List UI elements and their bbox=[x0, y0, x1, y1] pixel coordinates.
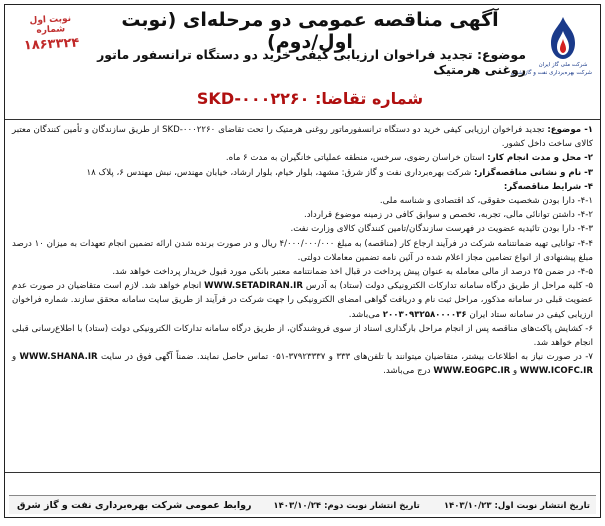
nigc-flame-icon bbox=[543, 15, 583, 61]
publication-dates bbox=[249, 501, 590, 511]
section-label: ۳- نام و نشانی مناقصه‌گزار: bbox=[473, 167, 593, 178]
company-logo bbox=[510, 15, 592, 77]
condition-item: ۴-۳- دارا بودن تائیدیه عضویت در فهرست سازندگان/تامین کنندگان کالای وزارت نفت. bbox=[290, 224, 593, 235]
public-relations: روابط عمومی شرکت بهره‌برداری نفت و گاز شرق bbox=[17, 500, 252, 511]
notice-title: آگهی مناقصه عمومی دو مرحله‌ای (نوبت اول/دوم) bbox=[121, 9, 499, 53]
section-conditions bbox=[12, 180, 593, 194]
section-label: ۴- شرایط مناقصه‌گر: bbox=[503, 181, 593, 192]
section-text: استان خراسان رضوی، سرخس، منطقه عملیاتی خانگیران به مدت ۶ ماه. bbox=[225, 153, 488, 164]
second-publication-date: تاریخ انتشار نوبت دوم: ۱۴۰۳/۱۰/۲۴ bbox=[273, 501, 420, 511]
notice-header bbox=[5, 5, 600, 117]
section-text: ۵- کلیه مراحل از طریق درگاه سامانه تدارکات الکترونیکی دولت (ستاد) به آدرس bbox=[302, 281, 593, 292]
section-subject bbox=[12, 123, 593, 151]
notice-subject: موضوع: تجدید فراخوان ارزیابی کیفی خرید دو دستگاه ترانسفور ماتور روغنی هرمتیک bbox=[97, 47, 526, 77]
section-text: تجدید فراخوان ارزیابی کیفی خرید دو دستگاه ترانسفورماتور روغنی هرمتیک را تحت تقاضای SKD-۰۰۰۲۲۶۰ از طریق سازندگان و تأمین کنندگان معتبر کالای ساخت داخل کشور. bbox=[12, 125, 593, 150]
condition-item: ۴-۵- در ضمن ۲۵ درصد از مالی معامله به عنوان پیش پرداخت در قبال اخذ ضمانتنامه معتبر بانکی مورد قبول خریدار پرداخت خواهد شد. bbox=[112, 267, 593, 278]
section-text: و bbox=[12, 352, 20, 363]
section-tenderer bbox=[12, 166, 593, 180]
section-text: و bbox=[510, 366, 520, 377]
stamp-line-2: شماره bbox=[36, 24, 66, 36]
setad-link[interactable]: WWW.SETADIRAN.IR bbox=[204, 281, 303, 292]
shana-link[interactable]: WWW.SHANA.IR bbox=[19, 352, 98, 363]
section-text: درج می‌باشد. bbox=[383, 366, 434, 377]
section-location bbox=[12, 151, 593, 165]
section-label: ۱- موضوع: bbox=[547, 125, 594, 135]
logo-caption-2: شرکت بهره‌برداری نفت و گاز شرق bbox=[510, 70, 592, 76]
request-number: شماره تقاضا: SKD-۰۰۰۲۲۶۰ bbox=[196, 89, 424, 108]
section-label: ۲- محل و مدت انجام کار: bbox=[487, 153, 593, 164]
eogpc-link[interactable]: WWW.EOGPC.IR bbox=[433, 366, 511, 377]
stamp-number: ۱۸۶۳۳۲۴ bbox=[23, 35, 80, 54]
section-text: ۷- در صورت نیاز به اطلاعات بیشتر، متقاضیان میتوانند با تلفن‌های ۳۳۳ و ۳۷۹۲۳۳۳۷-۰۵۱ تماس حاصل نمایند. ضمناً آگهی فوق در سایت bbox=[97, 352, 593, 363]
section-text: انجام خواهد شد. لازم است متقاضیان در صورت عدم عضویت قبلی در سامانه مذکور، مراحل ثبت نام و دریافت گواهی امضای الکترونیکی را جهت شرکت در فرآیند از طریق سایت سامانه محقق سازند. شماره فراخوان ارزیابی کیفی در سامانه ستاد ایران bbox=[12, 281, 593, 320]
section-opening: ۶- کشایش پاکت‌های مناقصه پس از انجام مراحل بارگذاری اسناد از سوی فروشندگان، از طریق درگاه سامانه تدارکات الکترونیکی دولت (ستاد) با اطلاع‌رسانی قبلی انجام خواهد شد. bbox=[12, 323, 593, 349]
section-text: می‌باشد. bbox=[348, 309, 383, 320]
condition-item: ۴-۴- توانایی تهیه ضمانتنامه شرکت در فرآیند ارجاع کار (مناقصه) به مبلغ ۴/۰۰۰/۰۰۰/۰۰۰ ریال و در صورت برنده شدن ارائه تضمین انجام تعهدات به میزان ۱۰ درصد مبلغ پیشنهادی از انواع تضامین مجاز اعلام شده در آئین نامه تضمین معاملات دولتی. bbox=[12, 238, 594, 263]
condition-item: ۴-۱- دارا بودن شخصیت حقوقی، کد اقتصادی و شناسه ملی. bbox=[379, 196, 593, 207]
icofc-link[interactable]: WWW.ICOFC.IR bbox=[519, 366, 593, 377]
condition-item: ۴-۲- داشتن توانائی مالی، تجربه، تخصص و سوابق کافی در زمینه موضوع قرارداد. bbox=[303, 210, 593, 221]
notice-body bbox=[5, 119, 600, 469]
stamp-line-1: نوبت اول bbox=[29, 13, 72, 27]
first-publication-date: تاریخ انتشار نوبت اول: ۱۴۰۳/۱۰/۲۳ bbox=[443, 501, 590, 511]
notice-footer bbox=[5, 472, 600, 517]
tender-notice bbox=[4, 4, 601, 518]
section-procedure bbox=[12, 279, 593, 322]
logo-caption-1: شرکت ملی گاز ایران bbox=[538, 62, 588, 68]
section-contact bbox=[12, 350, 593, 378]
footer-bar bbox=[9, 495, 596, 514]
call-number: ۲۰۰۳۰۹۳۲۵۸۰۰۰۰۳۶ bbox=[382, 309, 467, 320]
section-text: شرکت بهره‌برداری نفت و گاز شرق: مشهد، بلوار خیام، بلوار ارشاد، خیابان مهندس، نبش مهندس ۶، پلاک ۱۸ bbox=[86, 167, 474, 178]
publication-stamp bbox=[14, 13, 88, 54]
